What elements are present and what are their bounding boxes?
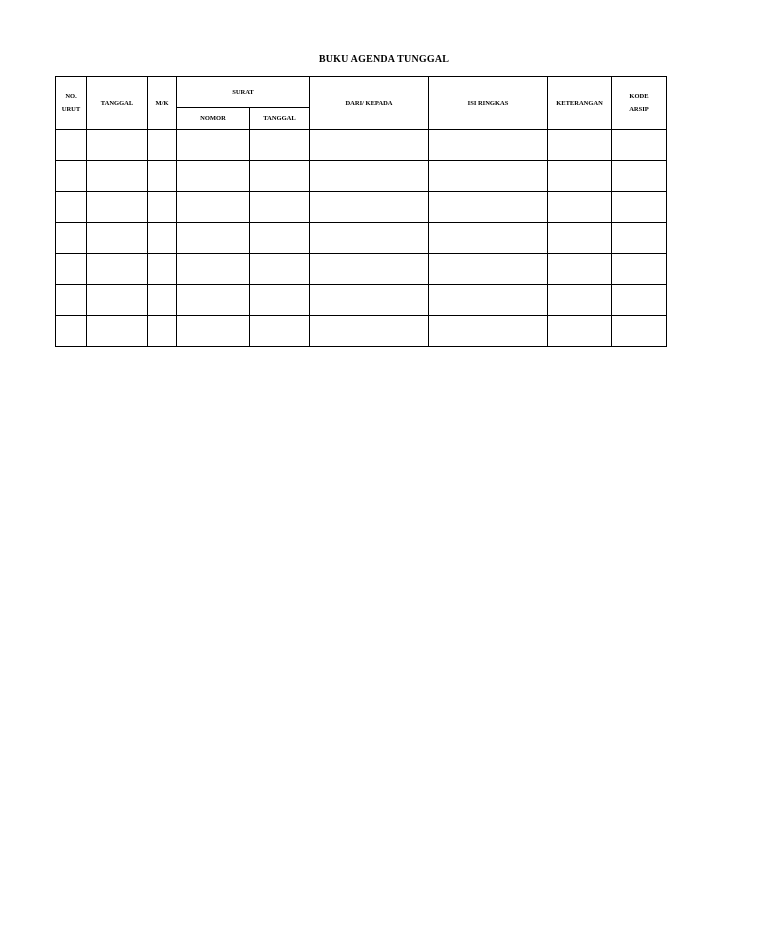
cell-mk[interactable] bbox=[148, 285, 177, 316]
header-mk: M/K bbox=[148, 77, 177, 130]
cell-isi-ringkas[interactable] bbox=[429, 192, 548, 223]
cell-surat-tanggal[interactable] bbox=[250, 285, 310, 316]
table-row bbox=[56, 223, 667, 254]
cell-surat-nomor[interactable] bbox=[177, 223, 250, 254]
cell-surat-nomor[interactable] bbox=[177, 254, 250, 285]
cell-keterangan[interactable] bbox=[548, 223, 612, 254]
header-tanggal: TANGGAL bbox=[87, 77, 148, 130]
cell-tanggal[interactable] bbox=[87, 161, 148, 192]
cell-keterangan[interactable] bbox=[548, 192, 612, 223]
cell-no-urut[interactable] bbox=[56, 223, 87, 254]
cell-tanggal[interactable] bbox=[87, 285, 148, 316]
cell-kode-arsip[interactable] bbox=[612, 161, 667, 192]
cell-dari-kepada[interactable] bbox=[310, 223, 429, 254]
cell-isi-ringkas[interactable] bbox=[429, 161, 548, 192]
cell-isi-ringkas[interactable] bbox=[429, 223, 548, 254]
cell-kode-arsip[interactable] bbox=[612, 254, 667, 285]
cell-tanggal[interactable] bbox=[87, 316, 148, 347]
header-keterangan: KETERANGAN bbox=[548, 77, 612, 130]
table-row bbox=[56, 161, 667, 192]
cell-surat-tanggal[interactable] bbox=[250, 192, 310, 223]
cell-tanggal[interactable] bbox=[87, 223, 148, 254]
cell-kode-arsip[interactable] bbox=[612, 285, 667, 316]
cell-dari-kepada[interactable] bbox=[310, 254, 429, 285]
header-kode-arsip bbox=[612, 77, 667, 130]
cell-tanggal[interactable] bbox=[87, 130, 148, 161]
table-row bbox=[56, 316, 667, 347]
cell-surat-tanggal[interactable] bbox=[250, 223, 310, 254]
document-title: BUKU AGENDA TUNGGAL bbox=[318, 54, 450, 65]
cell-surat-tanggal[interactable] bbox=[250, 316, 310, 347]
cell-kode-arsip[interactable] bbox=[612, 192, 667, 223]
cell-surat-nomor[interactable] bbox=[177, 192, 250, 223]
header-no-urut-line1: NO. bbox=[65, 93, 77, 100]
header-surat-tanggal: TANGGAL bbox=[250, 108, 310, 130]
cell-mk[interactable] bbox=[148, 130, 177, 161]
header-kode-arsip-line2: ARSIP bbox=[629, 106, 649, 113]
header-surat: SURAT bbox=[177, 77, 310, 108]
cell-isi-ringkas[interactable] bbox=[429, 316, 548, 347]
header-dari-kepada: DARI/ KEPADA bbox=[310, 77, 429, 130]
cell-no-urut[interactable] bbox=[56, 285, 87, 316]
cell-no-urut[interactable] bbox=[56, 130, 87, 161]
cell-no-urut[interactable] bbox=[56, 316, 87, 347]
table-row bbox=[56, 254, 667, 285]
table-row bbox=[56, 285, 667, 316]
cell-surat-tanggal[interactable] bbox=[250, 161, 310, 192]
cell-surat-nomor[interactable] bbox=[177, 130, 250, 161]
table-body bbox=[56, 130, 667, 347]
cell-isi-ringkas[interactable] bbox=[429, 130, 548, 161]
cell-mk[interactable] bbox=[148, 161, 177, 192]
cell-keterangan[interactable] bbox=[548, 254, 612, 285]
table-header-row bbox=[56, 77, 667, 108]
cell-tanggal[interactable] bbox=[87, 254, 148, 285]
cell-no-urut[interactable] bbox=[56, 192, 87, 223]
cell-mk[interactable] bbox=[148, 254, 177, 285]
cell-kode-arsip[interactable] bbox=[612, 316, 667, 347]
cell-mk[interactable] bbox=[148, 192, 177, 223]
cell-dari-kepada[interactable] bbox=[310, 130, 429, 161]
cell-surat-nomor[interactable] bbox=[177, 316, 250, 347]
cell-dari-kepada[interactable] bbox=[310, 285, 429, 316]
cell-surat-nomor[interactable] bbox=[177, 161, 250, 192]
cell-isi-ringkas[interactable] bbox=[429, 254, 548, 285]
cell-dari-kepada[interactable] bbox=[310, 192, 429, 223]
header-kode-arsip-line1: KODE bbox=[629, 93, 649, 100]
cell-keterangan[interactable] bbox=[548, 285, 612, 316]
cell-mk[interactable] bbox=[148, 223, 177, 254]
cell-tanggal[interactable] bbox=[87, 192, 148, 223]
cell-dari-kepada[interactable] bbox=[310, 316, 429, 347]
header-isi-ringkas: ISI RINGKAS bbox=[429, 77, 548, 130]
cell-kode-arsip[interactable] bbox=[612, 223, 667, 254]
table-row bbox=[56, 130, 667, 161]
cell-no-urut[interactable] bbox=[56, 254, 87, 285]
header-no-urut-line2: URUT bbox=[61, 106, 81, 113]
cell-kode-arsip[interactable] bbox=[612, 130, 667, 161]
table-row bbox=[56, 192, 667, 223]
cell-dari-kepada[interactable] bbox=[310, 161, 429, 192]
cell-surat-nomor[interactable] bbox=[177, 285, 250, 316]
cell-keterangan[interactable] bbox=[548, 161, 612, 192]
agenda-table bbox=[55, 76, 667, 347]
cell-keterangan[interactable] bbox=[548, 316, 612, 347]
cell-mk[interactable] bbox=[148, 316, 177, 347]
cell-isi-ringkas[interactable] bbox=[429, 285, 548, 316]
cell-surat-tanggal[interactable] bbox=[250, 130, 310, 161]
header-no-urut bbox=[56, 77, 87, 130]
header-surat-nomor: NOMOR bbox=[177, 108, 250, 130]
cell-no-urut[interactable] bbox=[56, 161, 87, 192]
cell-keterangan[interactable] bbox=[548, 130, 612, 161]
cell-surat-tanggal[interactable] bbox=[250, 254, 310, 285]
